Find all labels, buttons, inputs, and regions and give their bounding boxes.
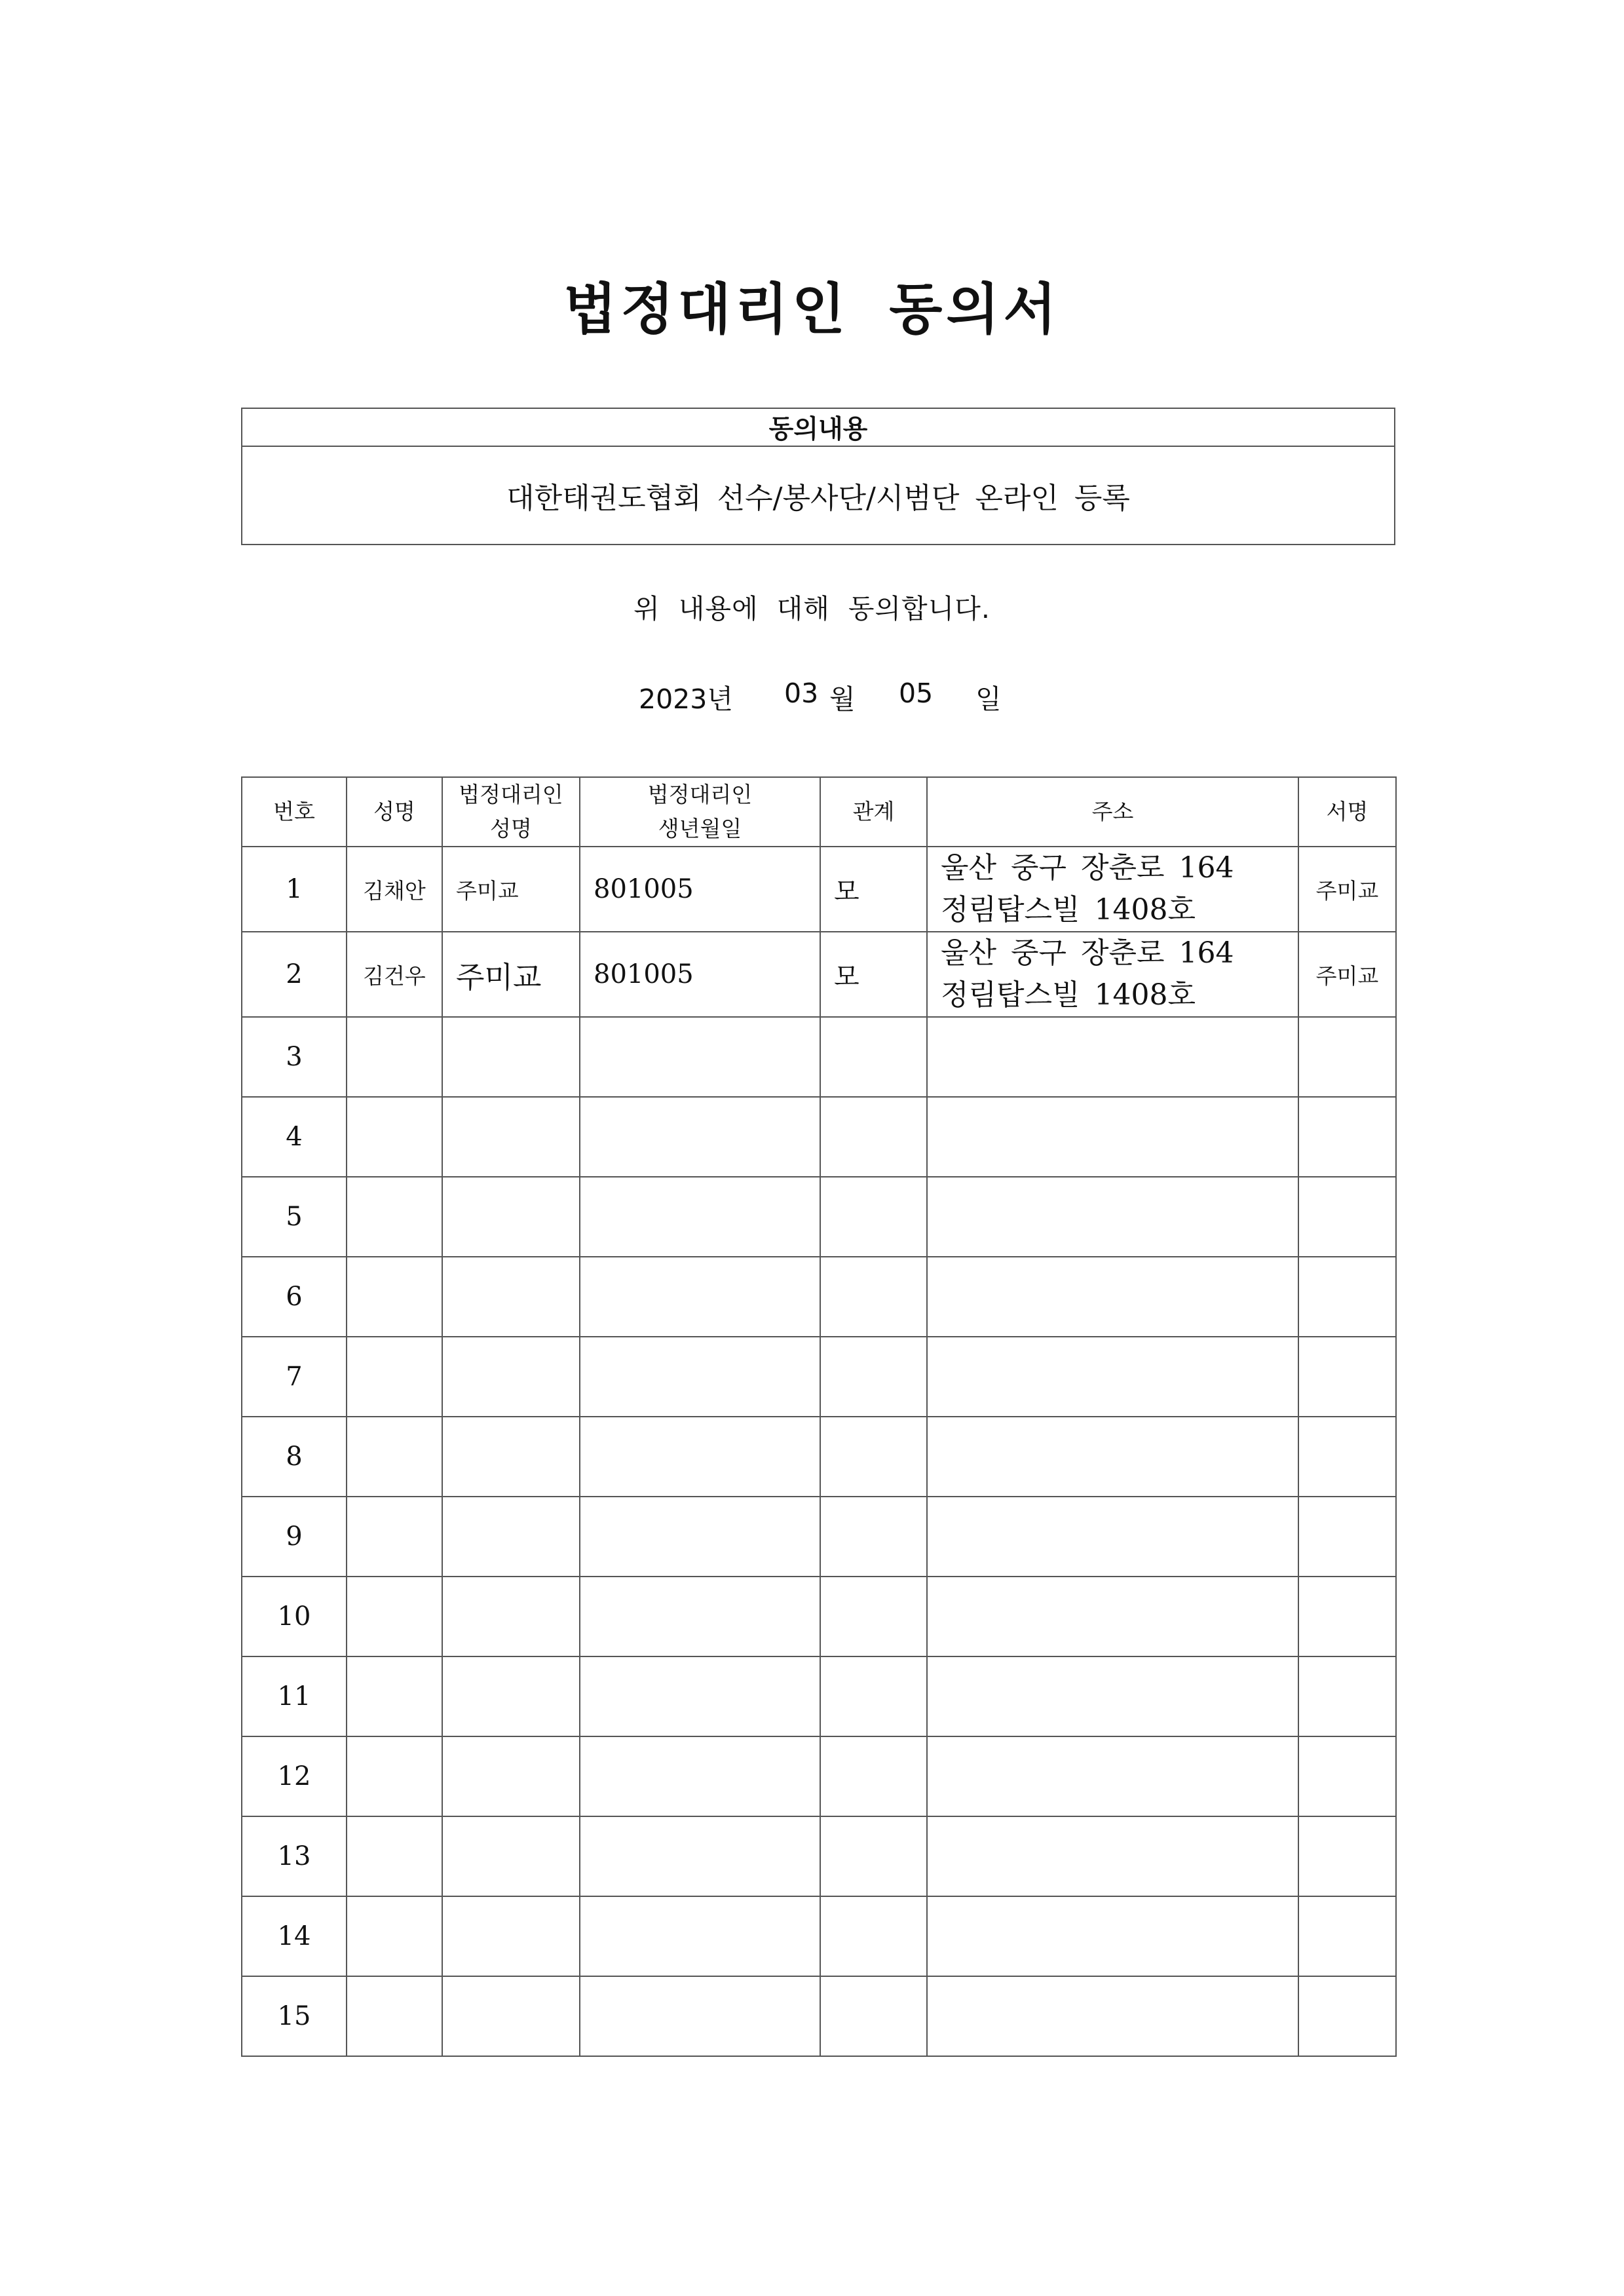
cell-guardian-name[interactable] — [442, 1097, 580, 1177]
document-title: 법정대리인 동의서 — [563, 277, 1061, 341]
consent-content: 대한태권도협회 선수/봉사단/시범단 온라인 등록 — [242, 446, 1395, 545]
cell-name[interactable] — [347, 1816, 442, 1896]
cell-name[interactable] — [347, 1257, 442, 1337]
header-guardian-name-line2: 성명 — [490, 816, 532, 841]
cell-guardian-birth[interactable] — [580, 1337, 820, 1417]
cell-signature[interactable] — [1298, 1097, 1396, 1177]
cell-guardian-birth[interactable] — [580, 1257, 820, 1337]
cell-guardian-birth[interactable]: 801005 — [580, 847, 820, 932]
cell-signature[interactable] — [1298, 1656, 1396, 1736]
cell-number: 7 — [242, 1337, 347, 1417]
cell-guardian-name[interactable] — [442, 1896, 580, 1976]
cell-relation[interactable] — [820, 1656, 927, 1736]
cell-guardian-name[interactable] — [442, 1736, 580, 1816]
table-row — [242, 1976, 1396, 2056]
cell-guardian-birth[interactable] — [580, 1656, 820, 1736]
cell-signature[interactable] — [1298, 1417, 1396, 1497]
cell-guardian-name[interactable] — [442, 1257, 580, 1337]
cell-address[interactable] — [927, 1017, 1298, 1097]
cell-signature[interactable] — [1298, 1577, 1396, 1656]
cell-name[interactable] — [347, 1656, 442, 1736]
cell-number: 10 — [242, 1577, 347, 1656]
header-guardian-birth — [580, 777, 820, 847]
cell-relation[interactable] — [820, 1097, 927, 1177]
date-day-value[interactable]: 05 — [899, 678, 934, 709]
cell-guardian-birth[interactable] — [580, 1577, 820, 1656]
cell-signature[interactable]: 주미교 — [1298, 932, 1396, 1017]
cell-name[interactable] — [347, 1177, 442, 1257]
cell-name[interactable] — [347, 1577, 442, 1656]
date-year: 2023년 — [639, 683, 733, 715]
cell-address-line2: 정림탑스빌 1408호 — [941, 978, 1196, 1012]
cell-address[interactable] — [927, 1337, 1298, 1417]
cell-name[interactable] — [347, 1017, 442, 1097]
table-row — [242, 932, 1396, 1017]
cell-guardian-birth[interactable] — [580, 1097, 820, 1177]
cell-relation[interactable] — [820, 1497, 927, 1577]
header-signature: 서명 — [1298, 777, 1396, 847]
cell-name[interactable] — [347, 1417, 442, 1497]
cell-guardian-name[interactable] — [442, 1337, 580, 1417]
header-relation: 관계 — [820, 777, 927, 847]
cell-guardian-birth[interactable] — [580, 1896, 820, 1976]
agreement-statement: 위 내용에 대해 동의합니다. — [633, 593, 991, 624]
cell-number: 11 — [242, 1656, 347, 1736]
cell-name[interactable] — [347, 1736, 442, 1816]
cell-address[interactable] — [927, 1177, 1298, 1257]
cell-relation[interactable] — [820, 1816, 927, 1896]
cell-signature[interactable] — [1298, 1337, 1396, 1417]
cell-guardian-birth[interactable] — [580, 1177, 820, 1257]
guardian-table — [241, 776, 1397, 2057]
header-guardian-name-line1: 법정대리인 — [459, 782, 563, 807]
cell-guardian-name[interactable]: 주미교 — [442, 932, 580, 1017]
cell-relation[interactable]: 모 — [820, 932, 927, 1017]
cell-signature[interactable]: 주미교 — [1298, 847, 1396, 932]
cell-address[interactable] — [927, 1976, 1298, 2056]
cell-address[interactable] — [927, 1097, 1298, 1177]
table-header-row — [242, 777, 1396, 847]
cell-relation[interactable] — [820, 1017, 927, 1097]
header-guardian-name — [442, 777, 580, 847]
cell-address[interactable] — [927, 1497, 1298, 1577]
cell-guardian-birth[interactable]: 801005 — [580, 932, 820, 1017]
table-row — [242, 1656, 1396, 1736]
cell-number: 2 — [242, 932, 347, 1017]
cell-address[interactable] — [927, 1896, 1298, 1976]
cell-relation[interactable] — [820, 1976, 927, 2056]
cell-address[interactable] — [927, 847, 1298, 932]
cell-guardian-name[interactable] — [442, 1177, 580, 1257]
cell-relation[interactable] — [820, 1736, 927, 1816]
cell-guardian-name[interactable] — [442, 1417, 580, 1497]
cell-number: 13 — [242, 1816, 347, 1896]
consent-box — [241, 408, 1395, 545]
cell-number: 9 — [242, 1497, 347, 1577]
header-address: 주소 — [927, 777, 1298, 847]
cell-name[interactable] — [347, 1976, 442, 2056]
cell-name[interactable] — [347, 1896, 442, 1976]
cell-signature[interactable] — [1298, 1497, 1396, 1577]
cell-guardian-birth[interactable] — [580, 1736, 820, 1816]
cell-guardian-birth[interactable] — [580, 1417, 820, 1497]
cell-number: 6 — [242, 1257, 347, 1337]
cell-address[interactable] — [927, 1577, 1298, 1656]
header-number: 번호 — [242, 777, 347, 847]
table-row — [242, 1816, 1396, 1896]
cell-number: 1 — [242, 847, 347, 932]
cell-signature[interactable] — [1298, 1736, 1396, 1816]
cell-name[interactable] — [347, 1097, 442, 1177]
cell-guardian-birth[interactable] — [580, 1017, 820, 1097]
date-month-value[interactable]: 03 — [784, 678, 819, 709]
header-guardian-birth-line2: 생년월일 — [658, 816, 742, 841]
cell-guardian-name[interactable] — [442, 1577, 580, 1656]
cell-name[interactable] — [347, 1337, 442, 1417]
table-row — [242, 1736, 1396, 1816]
cell-signature[interactable] — [1298, 1017, 1396, 1097]
table-row — [242, 1417, 1396, 1497]
cell-address-line2: 정림탑스빌 1408호 — [941, 893, 1196, 927]
table-row — [242, 1896, 1396, 1976]
cell-guardian-name[interactable] — [442, 1497, 580, 1577]
table-row — [242, 847, 1396, 932]
cell-guardian-name[interactable] — [442, 1656, 580, 1736]
date-month-label: 월 — [829, 683, 856, 715]
table-row — [242, 1577, 1396, 1656]
cell-relation[interactable] — [820, 1577, 927, 1656]
cell-address-line1: 울산 중구 장춘로 164 — [941, 851, 1234, 885]
table-row — [242, 1257, 1396, 1337]
cell-signature[interactable] — [1298, 1816, 1396, 1896]
table-row — [242, 1337, 1396, 1417]
cell-guardian-name[interactable]: 주미교 — [442, 847, 580, 932]
cell-guardian-birth[interactable] — [580, 1816, 820, 1896]
cell-guardian-name[interactable] — [442, 1976, 580, 2056]
consent-header: 동의내용 — [242, 408, 1395, 446]
cell-address[interactable] — [927, 1417, 1298, 1497]
cell-signature[interactable] — [1298, 1976, 1396, 2056]
date-day-label: 일 — [975, 683, 1002, 715]
cell-number: 4 — [242, 1097, 347, 1177]
cell-relation[interactable]: 모 — [820, 847, 927, 932]
cell-number: 14 — [242, 1896, 347, 1976]
cell-relation[interactable] — [820, 1417, 927, 1497]
cell-guardian-birth[interactable] — [580, 1976, 820, 2056]
cell-number: 12 — [242, 1736, 347, 1816]
cell-relation[interactable] — [820, 1896, 927, 1976]
table-row — [242, 1097, 1396, 1177]
cell-address[interactable] — [927, 1257, 1298, 1337]
table-row — [242, 1017, 1396, 1097]
cell-relation[interactable] — [820, 1257, 927, 1337]
cell-number: 8 — [242, 1417, 347, 1497]
header-guardian-birth-line1: 법정대리인 — [647, 782, 753, 807]
header-name: 성명 — [347, 777, 442, 847]
cell-name[interactable] — [347, 1497, 442, 1577]
table-row — [242, 1497, 1396, 1577]
cell-guardian-name[interactable] — [442, 1017, 580, 1097]
cell-relation[interactable] — [820, 1337, 927, 1417]
cell-guardian-name[interactable] — [442, 1816, 580, 1896]
cell-guardian-birth[interactable] — [580, 1497, 820, 1577]
cell-number: 15 — [242, 1976, 347, 2056]
cell-number: 3 — [242, 1017, 347, 1097]
cell-name[interactable]: 김채안 — [347, 847, 442, 932]
cell-signature[interactable] — [1298, 1177, 1396, 1257]
cell-signature[interactable] — [1298, 1257, 1396, 1337]
table-row — [242, 1177, 1396, 1257]
cell-address-line1: 울산 중구 장춘로 164 — [941, 936, 1234, 970]
cell-address[interactable] — [927, 1656, 1298, 1736]
cell-address[interactable] — [927, 1736, 1298, 1816]
cell-signature[interactable] — [1298, 1896, 1396, 1976]
cell-address[interactable] — [927, 932, 1298, 1017]
cell-name[interactable]: 김건우 — [347, 932, 442, 1017]
cell-relation[interactable] — [820, 1177, 927, 1257]
cell-number: 5 — [242, 1177, 347, 1257]
cell-address[interactable] — [927, 1816, 1298, 1896]
